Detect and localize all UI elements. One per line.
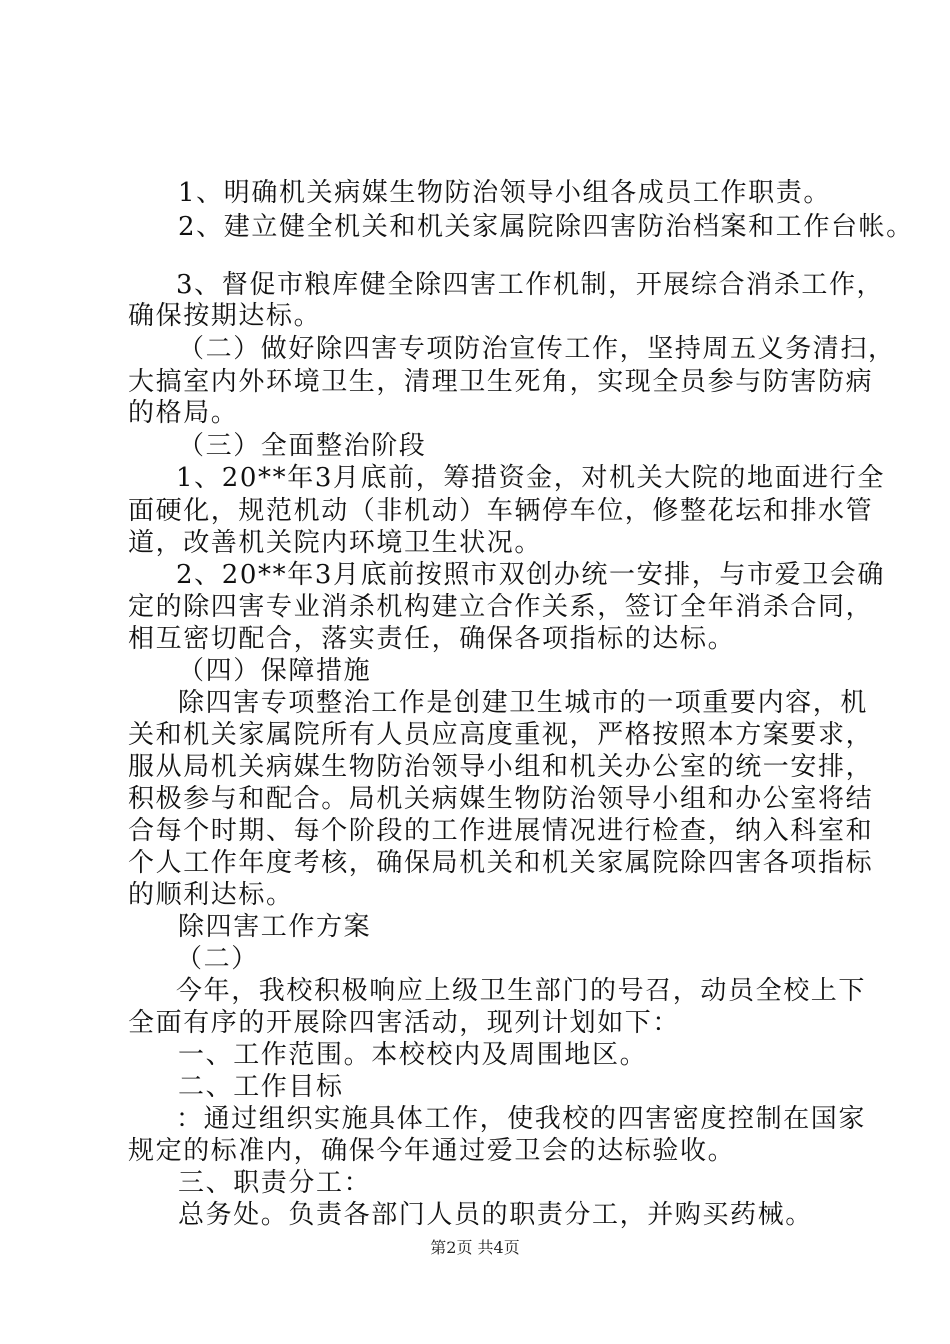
text-line: （二）做好除四害专项防治宣传工作，坚持周五义务清扫， [178,334,896,364]
text-line: 一、工作范围。本校校内及周围地区。 [178,1040,648,1070]
text-line: 大搞室内外环境卫生，清理卫生死角，实现全员参与防害防病 [128,367,874,397]
section-heading: （四）保障措施 [178,656,372,686]
text-line: 道，改善机关院内环境卫生状况。 [128,528,543,558]
page-number-footer: 第2页 共4页 [430,1238,520,1257]
text-line: 相互密切配合，落实责任，确保各项指标的达标。 [128,624,736,654]
text-line: 1、明确机关病媒生物防治领导小组各成员工作职责。 [178,178,831,208]
text-line: 2、建立健全机关和机关家属院除四害防治档案和工作台帐。 [178,212,914,242]
text-line: 的格局。 [128,398,239,428]
text-line: 总务处。负责各部门人员的职责分工，并购买药械。 [178,1200,813,1230]
text-line: ：通过组织实施具体工作，使我校的四害密度控制在国家 [176,1104,867,1134]
text-line: 确保按期达标。 [128,301,322,331]
text-line: 合每个时期、每个阶段的工作进展情况进行检查，纳入科室和 [128,816,874,846]
section-heading: 二、工作目标 [178,1072,344,1102]
text-line: 定的除四害专业消杀机构建立合作关系，签订全年消杀合同， [128,592,874,622]
text-line: 服从局机关病媒生物防治领导小组和机关办公室的统一安排， [128,752,874,782]
text-line: 3、督促市粮库健全除四害工作机制，开展综合消杀工作， [176,270,885,300]
text-line: 1、20**年3月底前，筹措资金，对机关大院的地面进行全 [176,463,885,493]
text-line: 的顺利达标。 [128,880,294,910]
section-heading: 三、职责分工： [178,1168,372,1198]
section-heading: 除四害工作方案 [178,912,372,942]
text-line: 关和机关家属院所有人员应高度重视，严格按照本方案要求， [128,720,874,750]
text-line: 规定的标准内，确保今年通过爱卫会的达标验收。 [128,1136,736,1166]
text-line: 面硬化，规范机动（非机动）车辆停车位，修整花坛和排水管 [128,496,874,526]
section-heading: （三）全面整治阶段 [178,431,427,461]
text-line: 除四害专项整治工作是创建卫生城市的一项重要内容，机 [178,688,869,718]
text-line: 2、20**年3月底前按照市双创办统一安排，与市爱卫会确 [176,560,885,590]
text-line: 个人工作年度考核，确保局机关和机关家属院除四害各项指标 [128,848,874,878]
text-line: 积极参与和配合。局机关病媒生物防治领导小组和办公室将结 [128,784,874,814]
section-heading: （二） [176,944,259,974]
text-line: 全面有序的开展除四害活动，现列计划如下： [128,1008,681,1038]
text-line: 今年，我校积极响应上级卫生部门的号召，动员全校上下 [176,976,867,1006]
